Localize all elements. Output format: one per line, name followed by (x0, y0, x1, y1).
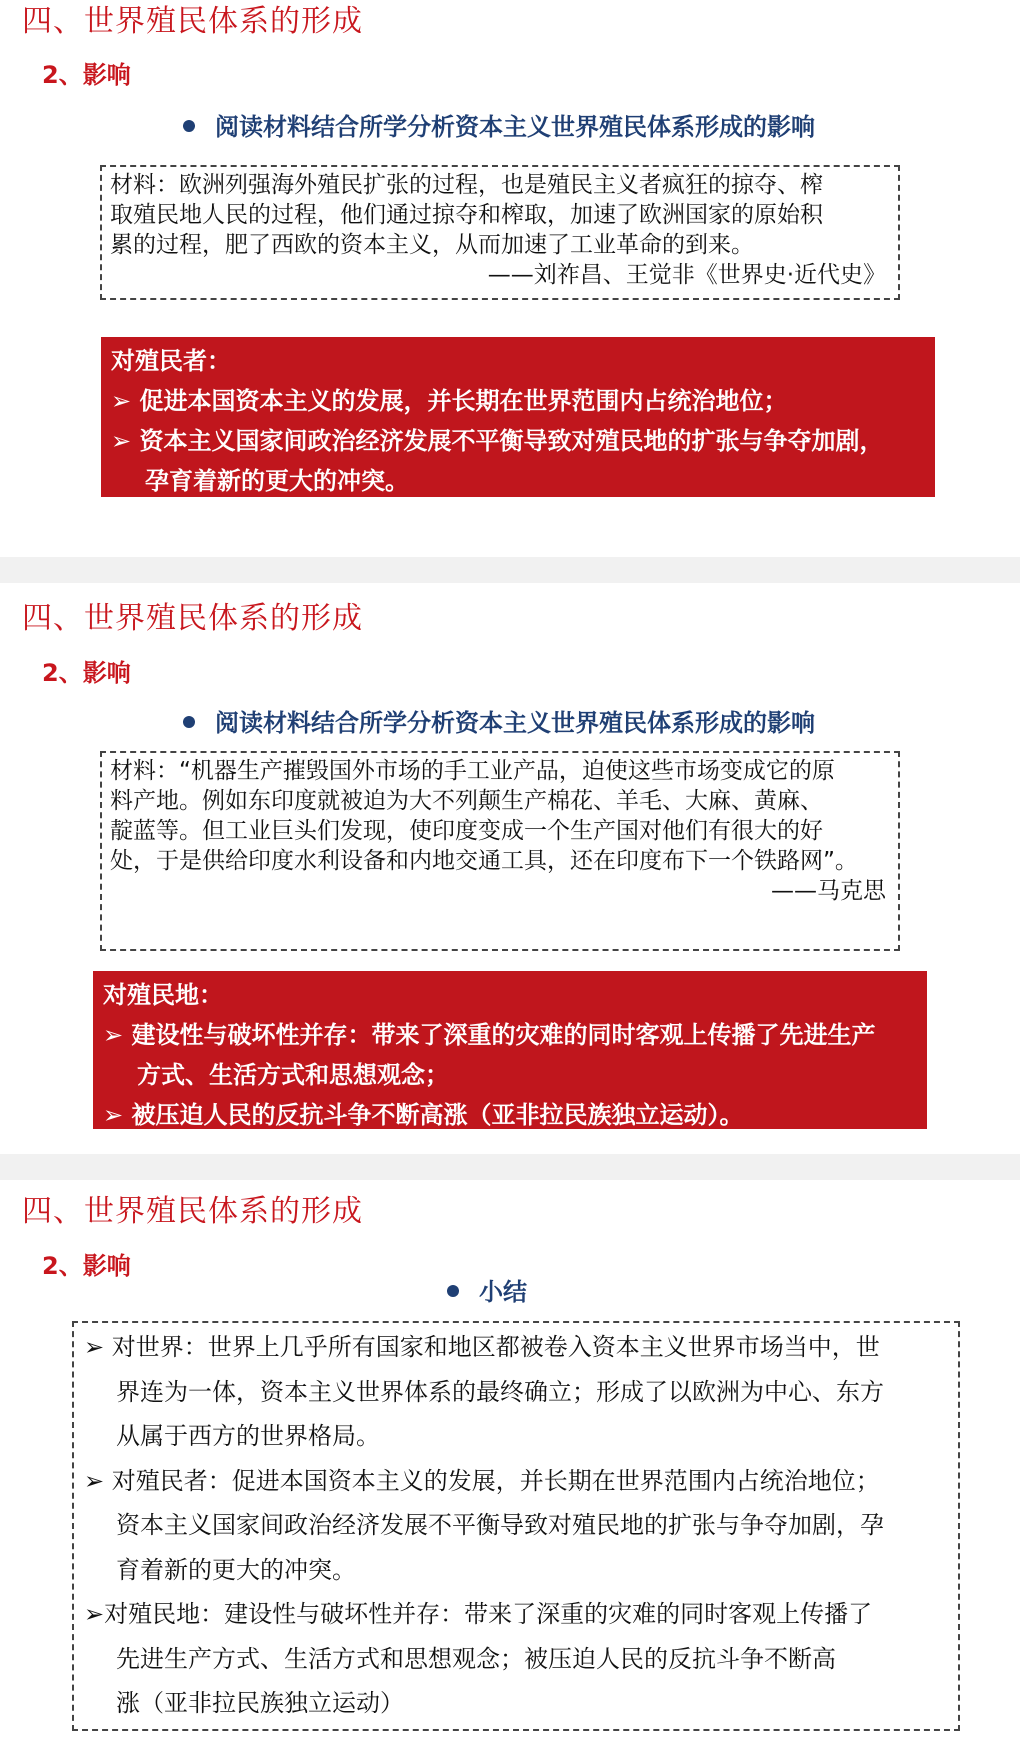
material-line: 材料：“机器生产摧毁国外市场的手工业产品，迫使这些市场变成它的原 (110, 758, 835, 784)
material-line: 累的过程，肥了西欧的资本主义，从而加速了工业革命的到来。 (110, 232, 754, 258)
conclusion-heading: 对殖民地： (103, 981, 223, 1009)
section-title: 四、世界殖民体系的形成 (22, 1194, 363, 1229)
section-title: 四、世界殖民体系的形成 (22, 601, 363, 636)
summary-line: 从属于西方的世界格局。 (116, 1422, 380, 1450)
material-box (100, 751, 900, 951)
summary-line: 资本主义国家间政治经济发展不平衡导致对殖民地的扩张与争夺加剧，孕 (116, 1511, 884, 1539)
bullet-heading (447, 1272, 527, 1307)
material-source: ——马克思 (771, 878, 886, 904)
subtitle: 2、影响 (42, 61, 131, 89)
summary-line: ➢ 对殖民者：促进本国资本主义的发展，并长期在世界范围内占统治地位； (84, 1466, 880, 1495)
bullet-text: 阅读材料结合所学分析资本主义世界殖民体系形成的影响 (215, 113, 815, 141)
bullet-dot-icon (447, 1285, 459, 1297)
summary-line: 育着新的更大的冲突。 (116, 1555, 356, 1584)
slide-separator (0, 557, 1020, 583)
slide-1 (0, 0, 1020, 557)
material-line: 处，于是供给印度水利设备和内地交通工具，还在印度布下一个铁路网”。 (110, 848, 858, 874)
summary-line: 先进生产方式、生活方式和思想观念；被压迫人民的反抗斗争不断高 (116, 1644, 836, 1673)
material-source: ——刘祚昌、王觉非《世界史·近代史》 (487, 262, 886, 288)
bullet-text: 阅读材料结合所学分析资本主义世界殖民体系形成的影响 (215, 709, 815, 737)
conclusion-line: ➢ 建设性与破坏性并存：带来了深重的灾难的同时客观上传播了先进生产 (103, 1021, 876, 1049)
bullet-dot-icon (183, 716, 195, 728)
bullet-text: 小结 (479, 1278, 527, 1306)
conclusion-line: ➢ 促进本国资本主义的发展，并长期在世界范围内占统治地位； (111, 387, 788, 415)
conclusion-heading: 对殖民者： (111, 347, 231, 375)
summary-box (72, 1321, 960, 1731)
bullet-heading (183, 107, 815, 142)
subtitle: 2、影响 (42, 1252, 131, 1280)
material-line: 材料：欧洲列强海外殖民扩张的过程，也是殖民主义者疯狂的掠夺、榨 (110, 172, 823, 198)
material-line: 靛蓝等。但工业巨头们发现，使印度变成一个生产国对他们有很大的好 (110, 818, 823, 844)
summary-line: ➢ 对世界：世界上几乎所有国家和地区都被卷入资本主义世界市场当中，世 (84, 1333, 880, 1361)
subtitle: 2、影响 (42, 659, 131, 687)
conclusion-line: 方式、生活方式和思想观念； (137, 1061, 449, 1089)
summary-line: 涨（亚非拉民族独立运动） (116, 1689, 404, 1717)
conclusion-box (93, 971, 927, 1129)
summary-line: ➢对殖民地：建设性与破坏性并存：带来了深重的灾难的同时客观上传播了 (84, 1600, 873, 1628)
conclusion-line: 孕育着新的更大的冲突。 (145, 467, 409, 495)
slide-2 (0, 583, 1020, 1154)
summary-line: 界连为一体，资本主义世界体系的最终确立；形成了以欧洲为中心、东方 (116, 1377, 884, 1406)
slide-separator (0, 1154, 1020, 1180)
bullet-dot-icon (183, 120, 195, 132)
material-line: 料产地。例如东印度就被迫为大不列颠生产棉花、羊毛、大麻、黄麻、 (110, 788, 823, 814)
bullet-heading (183, 703, 815, 738)
material-line: 取殖民地人民的过程，他们通过掠夺和榨取，加速了欧洲国家的原始积 (110, 202, 823, 228)
slide-3 (0, 1180, 1020, 1757)
conclusion-line: ➢ 资本主义国家间政治经济发展不平衡导致对殖民地的扩张与争夺加剧， (111, 427, 884, 455)
material-box (100, 165, 900, 300)
section-title: 四、世界殖民体系的形成 (22, 4, 363, 39)
conclusion-line: ➢ 被压迫人民的反抗斗争不断高涨（亚非拉民族独立运动）。 (103, 1101, 744, 1129)
conclusion-box (101, 337, 935, 497)
